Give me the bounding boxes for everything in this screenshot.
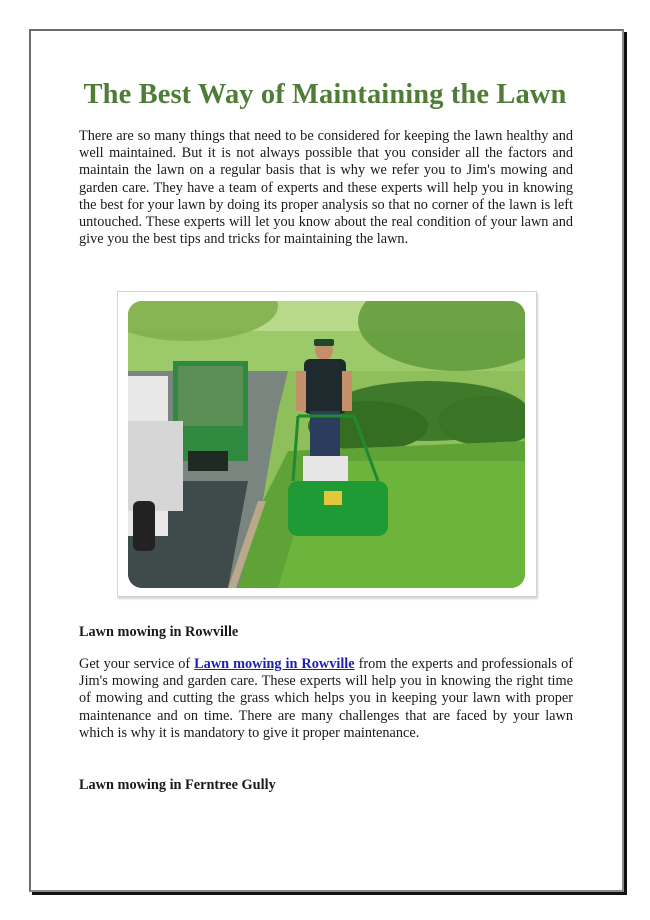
rowville-text-after-link: from the experts and professionals of Jim's mowing and garden care. These experts will help you in knowing the right time of mowing and cutting the grass which helps you in keeping your lawn with proper maintenance and on time. There are many challenges that are faced by your lawn which is why it is mandatory to give it proper maintenance. [79,656,573,741]
section-heading-rowville: Lawn mowing in Rowville [79,624,239,640]
lawn-mowing-photo [128,301,525,588]
section-heading-ferntree-gully: Lawn mowing in Ferntree Gully [79,777,276,793]
intro-paragraph: There are so many things that need to be considered for keeping the lawn healthy and well maintained. But it is not always possible that you consider all the factors and maintain the lawn on a regular basis that is why we refer you to Jim's mowing and garden care. They have a team of experts and these experts will help you in knowing the best for your lawn by doing its proper analysis so that no corner of the lawn is left untouched. These experts will let you know about the real condition of your lawn and give you the best tips and tricks for maintaining the lawn. [79,128,573,248]
photo-frame [117,291,537,597]
rowville-paragraph [79,656,573,742]
rowville-text-before-link: Get your service of [79,656,195,672]
lawn-mowing-rowville-link[interactable]: Lawn mowing in Rowville [194,656,355,672]
page-title: The Best Way of Maintaining the Lawn [83,79,567,110]
lawn-mowing-illustration [128,301,525,588]
